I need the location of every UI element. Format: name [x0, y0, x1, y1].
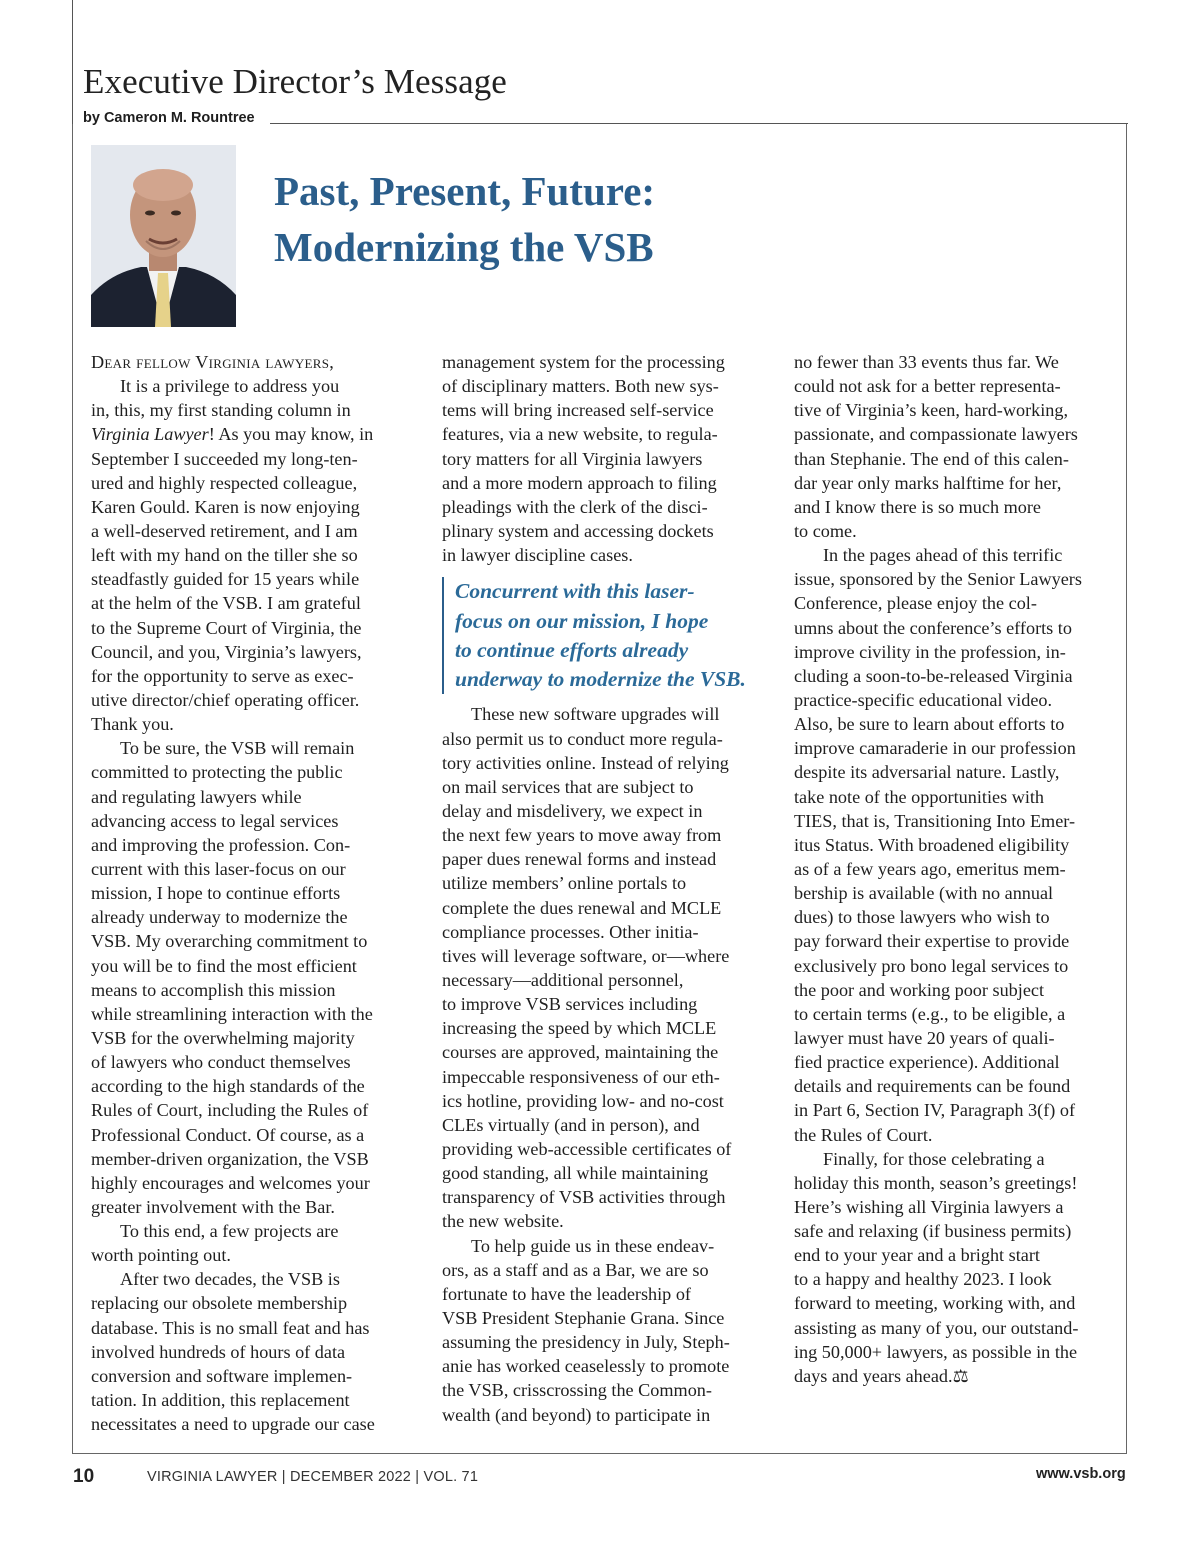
- text-line: while streamlining interaction with the: [91, 1003, 373, 1024]
- page-number: 10: [73, 1466, 95, 1487]
- text-line: mission, I hope to continue efforts: [91, 883, 341, 904]
- text-line: Thank you.: [91, 714, 174, 735]
- text-line: dar year only marks halftime for her,: [794, 472, 1062, 493]
- text-line: in, this, my first standing column in: [91, 400, 351, 421]
- text-line: the next few years to move away from: [442, 825, 722, 846]
- text-line: and a more modern approach to filing: [442, 472, 717, 493]
- left-frame-rule: [72, 0, 73, 124]
- text-line: itus Status. With broadened eligibility: [794, 834, 1070, 855]
- text-line: database. This is no small feat and has: [91, 1317, 370, 1338]
- text-line: worth pointing out.: [91, 1245, 231, 1266]
- text-column-3: [794, 350, 1114, 1388]
- text-line: To this end, a few projects are: [120, 1221, 339, 1242]
- text-line: bership is available (with no annual: [794, 883, 1054, 904]
- text-line: and improving the profession. Con-: [91, 834, 351, 855]
- text-line: involved hundreds of hours of data: [91, 1341, 346, 1362]
- pull-quote-line: to continue efforts already: [455, 637, 689, 662]
- text-line: paper dues renewal forms and instead: [442, 849, 717, 870]
- text-line: In the pages ahead of this terrific: [823, 545, 1063, 566]
- text-line: member-driven organization, the VSB: [91, 1148, 369, 1169]
- portrait-illustration: [91, 145, 236, 327]
- text-line: These new software upgrades will: [471, 704, 720, 725]
- text-line: compliance processes. Other initia-: [442, 921, 699, 942]
- text-line: safe and relaxing (if business permits): [794, 1221, 1072, 1242]
- text-line: left with my hand on the tiller she so: [91, 545, 358, 566]
- text-line: fied practice experience). Additional: [794, 1052, 1060, 1073]
- text-line: you will be to find the most efficient: [91, 955, 357, 976]
- text-line: ics hotline, providing low- and no-cost: [442, 1090, 724, 1111]
- text-line: wealth (and beyond) to participate in: [442, 1404, 711, 1425]
- text-line: fortunate to have the leadership of: [442, 1283, 691, 1304]
- text-line: Here’s wishing all Virginia lawyers a: [794, 1196, 1064, 1217]
- author-byline: by Cameron M. Rountree: [83, 110, 255, 126]
- text-line: the Rules of Court.: [794, 1124, 933, 1145]
- pull-quote-line: focus on our mission, I hope: [455, 608, 709, 633]
- text-line: good standing, all while maintaining: [442, 1163, 709, 1184]
- text-column-1: [91, 350, 411, 1436]
- text-line: VSB for the overwhelming majority: [91, 1027, 355, 1048]
- text-line: issue, sponsored by the Senior Lawyers: [794, 569, 1082, 590]
- publication-info: VIRGINIA LAWYER | DECEMBER 2022 | VOL. 71: [147, 1469, 479, 1485]
- text-line: To be sure, the VSB will remain: [120, 738, 355, 759]
- text-line: as of a few years ago, emeritus mem-: [794, 858, 1066, 879]
- text-line: the poor and working poor subject: [794, 979, 1045, 1000]
- text-line: improve civility in the profession, in-: [794, 641, 1066, 662]
- text-line: practice-specific educational video.: [794, 689, 1053, 710]
- text-line: lawyer must have 20 years of quali-: [794, 1027, 1055, 1048]
- text-line: To help guide us in these endeav-: [471, 1235, 715, 1256]
- text-line: conversion and software implemen-: [91, 1365, 353, 1386]
- text-line: also permit us to conduct more regula-: [442, 728, 723, 749]
- text-line: Finally, for those celebrating a: [823, 1148, 1045, 1169]
- text-line: cluding a soon-to-be-released Virginia: [794, 665, 1073, 686]
- text-line: of lawyers who conduct themselves: [91, 1052, 351, 1073]
- text-line: TIES, that is, Transitioning Into Emer-: [794, 810, 1076, 831]
- text-line: delay and misdelivery, we expect in: [442, 801, 703, 822]
- text-line: current with this laser-focus on our: [91, 858, 346, 879]
- text-line: on mail services that are subject to: [442, 776, 694, 797]
- text-line: ured and highly respected colleague,: [91, 472, 358, 493]
- text-line: in Part 6, Section IV, Paragraph 3(f) of: [794, 1100, 1075, 1121]
- text-line: VSB. My overarching commitment to: [91, 931, 368, 952]
- section-title: Executive Director’s Message: [83, 62, 507, 101]
- text-line: advancing access to legal services: [91, 810, 339, 831]
- text-line: at the helm of the VSB. I am grateful: [91, 593, 361, 614]
- text-line: VSB President Stephanie Grana. Since: [442, 1307, 725, 1328]
- text-line: pleadings with the clerk of the disci-: [442, 496, 708, 517]
- article-headline: [274, 163, 834, 275]
- text-line: anie has worked ceaselessly to promote: [442, 1356, 730, 1377]
- text-line: according to the high standards of the: [91, 1076, 365, 1097]
- text-line: Also, be sure to learn about efforts to: [794, 714, 1065, 735]
- text-line: After two decades, the VSB is: [120, 1269, 340, 1290]
- text-line: September I succeeded my long-ten-: [91, 448, 358, 469]
- text-line: for the opportunity to serve as exec-: [91, 665, 354, 686]
- text-line: days and years ahead.⚖: [794, 1365, 969, 1386]
- text-line: transparency of VSB activities through: [442, 1187, 726, 1208]
- text-line: and regulating lawyers while: [91, 786, 302, 807]
- text-line: dues) to those lawyers who wish to: [794, 907, 1050, 928]
- text-line: Karen Gould. Karen is now enjoying: [91, 496, 360, 517]
- text-line: tive of Virginia’s keen, hard-working,: [794, 400, 1069, 421]
- text-line: tems will bring increased self-service: [442, 400, 714, 421]
- text-line: to improve VSB services including: [442, 994, 698, 1015]
- text-line: Conference, please enjoy the col-: [794, 593, 1037, 614]
- pull-quote-line: Concurrent with this laser-: [455, 579, 695, 604]
- text-line: replacing our obsolete membership: [91, 1293, 348, 1314]
- pull-quote-line: underway to modernize the VSB.: [455, 667, 746, 692]
- text-line: necessitates a need to upgrade our case: [91, 1414, 375, 1435]
- text-line: pay forward their expertise to provide: [794, 931, 1070, 952]
- text-line: ors, as a staff and as a Bar, we are so: [442, 1259, 709, 1280]
- text-line: exclusively pro bono legal services to: [794, 955, 1069, 976]
- headline-line: Past, Present, Future:: [274, 168, 656, 214]
- text-line: details and requirements can be found: [794, 1076, 1071, 1097]
- text-line: holiday this month, season’s greetings!: [794, 1172, 1078, 1193]
- text-line: assisting as many of you, our outstand-: [794, 1317, 1079, 1338]
- salutation: Dear fellow Virginia lawyers,: [91, 352, 335, 372]
- text-line: and I know there is so much more: [794, 496, 1041, 517]
- text-line: the VSB, crisscrossing the Common-: [442, 1380, 712, 1401]
- text-line: necessary—additional personnel,: [442, 970, 684, 990]
- text-line: tation. In addition, this replacement: [91, 1390, 350, 1411]
- text-line: to come.: [794, 520, 857, 541]
- text-line: courses are approved, maintaining the: [442, 1042, 719, 1063]
- text-line: tory matters for all Virginia lawyers: [442, 448, 703, 469]
- text-line: features, via a new website, to regula-: [442, 424, 718, 445]
- text-line: to a happy and healthy 2023. I look: [794, 1269, 1052, 1290]
- text-line: to certain terms (e.g., to be eligible, a: [794, 1003, 1066, 1024]
- author-portrait: [91, 145, 236, 327]
- text-line: despite its adversarial nature. Lastly,: [794, 762, 1060, 783]
- text-line: Council, and you, Virginia’s lawyers,: [91, 641, 362, 662]
- text-line: could not ask for a better representa-: [794, 376, 1061, 397]
- text-line: improve camaraderie in our profession: [794, 738, 1076, 759]
- text-line: highly encourages and welcomes your: [91, 1172, 370, 1193]
- text-line: It is a privilege to address you: [120, 376, 340, 397]
- text-line: providing web-accessible certificates of: [442, 1138, 732, 1159]
- text-line: of disciplinary matters. Both new sys-: [442, 376, 719, 397]
- text-line: forward to meeting, working with, and: [794, 1293, 1076, 1314]
- text-line: the new website.: [442, 1211, 564, 1232]
- text-line: ing 50,000+ lawyers, as possible in the: [794, 1341, 1078, 1362]
- italic-title: Virginia Lawyer: [91, 424, 209, 445]
- text-line: in lawyer discipline cases.: [442, 545, 633, 566]
- text-line: a well-deserved retirement, and I am: [91, 520, 358, 541]
- text-line: greater involvement with the Bar.: [91, 1196, 335, 1217]
- text-line: to the Supreme Court of Virginia, the: [91, 617, 362, 638]
- text-line: means to accomplish this mission: [91, 979, 336, 1000]
- text-line: impeccable responsiveness of our eth-: [442, 1066, 720, 1087]
- text-column-2: [442, 350, 767, 1427]
- text-line: tives will leverage software, or—where: [442, 945, 730, 966]
- text-line: no fewer than 33 events thus far. We: [794, 352, 1059, 372]
- text-line: committed to protecting the public: [91, 762, 343, 783]
- text-line: management system for the processing: [442, 352, 725, 372]
- text-line: steadfastly guided for 15 years while: [91, 569, 360, 590]
- text-line: already underway to modernize the: [91, 907, 348, 928]
- text-line: take note of the opportunities with: [794, 786, 1045, 807]
- text-line: assuming the presidency in July, Steph-: [442, 1332, 730, 1353]
- text-line: tory activities online. Instead of relying: [442, 752, 729, 773]
- text-line: end to your year and a bright start: [794, 1245, 1040, 1266]
- text-line: utive director/chief operating officer.: [91, 689, 360, 710]
- text-line: utilize members’ online portals to: [442, 873, 687, 894]
- text-line: Professional Conduct. Of course, as a: [91, 1124, 365, 1145]
- text-line: umns about the conference’s efforts to: [794, 617, 1072, 638]
- headline-line: Modernizing the VSB: [274, 224, 654, 270]
- text-line: complete the dues renewal and MCLE: [442, 897, 722, 918]
- text-line: plinary system and accessing dockets: [442, 520, 714, 541]
- text-line: than Stephanie. The end of this calen-: [794, 448, 1069, 469]
- text-line: increasing the speed by which MCLE: [442, 1018, 717, 1039]
- pull-quote: [442, 577, 767, 694]
- website-link[interactable]: www.vsb.org: [1036, 1466, 1126, 1482]
- text-line: Rules of Court, including the Rules of: [91, 1100, 369, 1121]
- text-line: CLEs virtually (and in person), and: [442, 1114, 700, 1135]
- text-line: Virginia Lawyer! As you may know, in: [91, 424, 374, 445]
- text-line: passionate, and compassionate lawyers: [794, 424, 1078, 445]
